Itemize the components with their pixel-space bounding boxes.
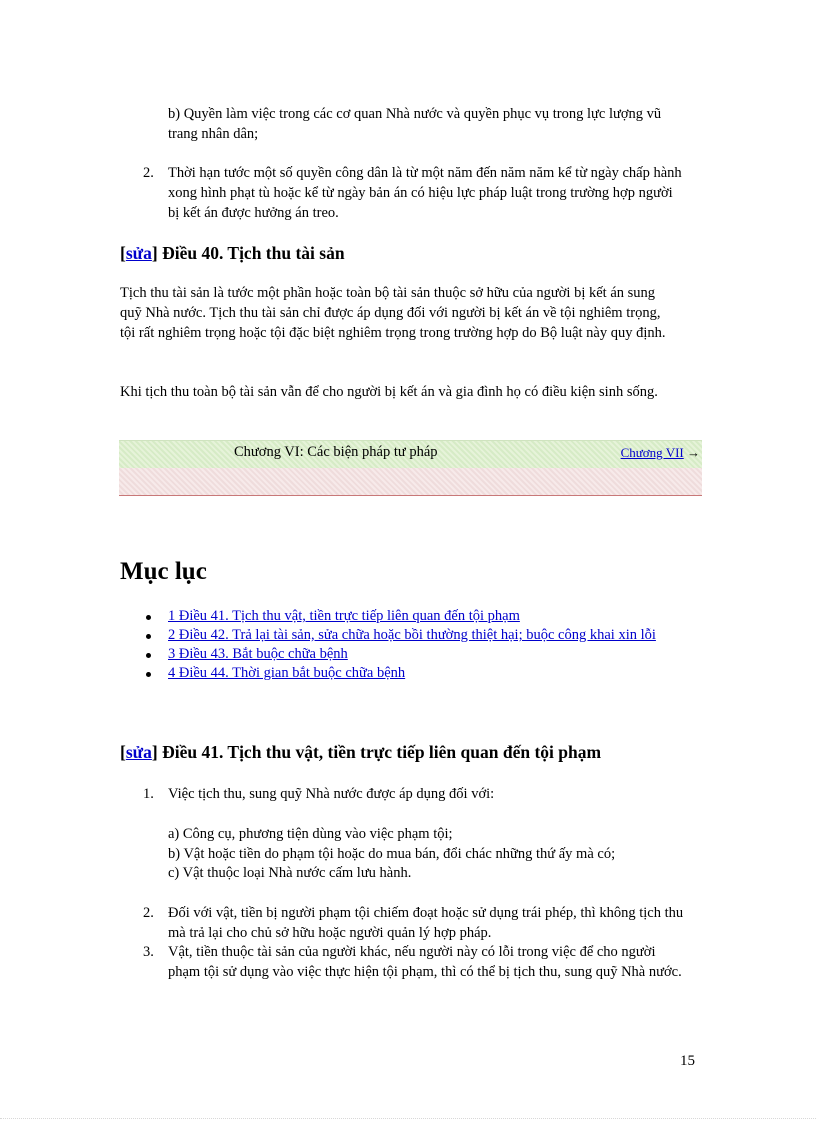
article-40-title: Điều 40. Tịch thu tài sản	[162, 243, 345, 263]
next-chapter[interactable]	[621, 445, 700, 461]
toc-link[interactable]: 1 Điều 41. Tịch thu vật, tiền trực tiếp liên quan đến tội phạm	[168, 608, 520, 624]
toc-item[interactable]	[168, 645, 698, 664]
bullet-icon	[146, 672, 151, 677]
edit-open-bracket: [	[120, 243, 126, 263]
list-item-third-party-property: Vật, tiền thuộc tài sản của người khác, nếu người này có lỗi trong việc để cho người phạm tội sử dụng vào việc thực hiện tội phạm, thì có thể bị tịch thu, sung quỹ Nhà nước.	[168, 944, 682, 980]
sub-item-c: c) Vật thuộc loại Nhà nước cấm lưu hành.	[168, 865, 412, 881]
toc-list	[168, 607, 698, 683]
article-41-title: Điều 41. Tịch thu vật, tiền trực tiếp liên quan đến tội phạm	[162, 742, 602, 762]
right-arrow-icon: →	[687, 445, 700, 460]
toc-item[interactable]	[168, 626, 698, 645]
list-number: 2.	[143, 165, 154, 181]
current-chapter-label: Chương VI: Các biện pháp tư pháp	[234, 444, 438, 460]
toc-link[interactable]: 2 Điều 42. Trả lại tài sản, sửa chữa hoặc bồi thường thiệt hại; buộc công khai xin lỗi	[168, 627, 656, 643]
chapter-navigation-row	[119, 440, 702, 468]
list-item-return-property: Đối với vật, tiền bị người phạm tội chiếm đoạt hoặc sử dụng trái phép, thì không tịch thu mà trả lại cho chủ sở hữu hoặc người quản lý hợp pháp.	[168, 905, 684, 941]
edit-close-bracket: ]	[151, 742, 158, 762]
article-40-heading	[120, 241, 710, 265]
sub-item-a: a) Công cụ, phương tiện dùng vào việc phạm tội;	[168, 826, 453, 842]
list-number: 1.	[143, 786, 154, 802]
edit-close-bracket: ]	[151, 243, 158, 263]
list-number: 3.	[143, 944, 154, 960]
edit-link-article-41[interactable]: sửa	[125, 742, 152, 762]
article-40-paragraph-1: Tịch thu tài sản là tước một phần hoặc toàn bộ tài sản thuộc sở hữu của người bị kết án sung quỹ Nhà nước. Tịch thu tài sản chỉ được áp dụng đối với người bị kết án về tội nghiêm trọng, tội rất nghiêm trọng hoặc tội đặc biệt nghiêm trọng trong trường hợp do Bộ luật này quy định.	[120, 285, 666, 341]
toc-link[interactable]: 4 Điều 44. Thời gian bắt buộc chữa bệnh	[168, 665, 406, 681]
article-40-paragraph-2: Khi tịch thu toàn bộ tài sản vẫn để cho người bị kết án và gia đình họ có điều kiện sinh sống.	[120, 384, 658, 400]
article-41-heading	[120, 740, 720, 764]
paragraph-b-rights: b) Quyền làm việc trong các cơ quan Nhà nước và quyền phục vụ trong lực lượng vũ trang nhân dân;	[168, 106, 662, 142]
list-item-confiscation-scope: Việc tịch thu, sung quỹ Nhà nước được áp dụng đối với:	[168, 786, 495, 802]
bullet-icon	[146, 653, 151, 658]
list-number: 2.	[143, 905, 154, 921]
page-number: 15	[680, 1053, 695, 1069]
toc-title: Mục lục	[120, 558, 207, 585]
list-item-duration: Thời hạn tước một số quyền công dân là từ một năm đến năm năm kể từ ngày chấp hành xong hình phạt tù hoặc kể từ ngày bản án có hiệu lực pháp luật trong trường hợp người bị kết án được hưởng án treo.	[168, 165, 682, 221]
toc-item[interactable]	[168, 664, 698, 683]
edit-link-article-40[interactable]: sửa	[125, 243, 152, 263]
chapter-navigation-footer-row	[119, 468, 702, 495]
edit-open-bracket: [	[120, 742, 126, 762]
bullet-icon	[146, 615, 151, 620]
toc-link[interactable]: 3 Điều 43. Bắt buộc chữa bệnh	[168, 646, 348, 662]
chapter-navigation-box	[119, 440, 702, 496]
toc-item[interactable]	[168, 607, 698, 626]
bullet-icon	[146, 634, 151, 639]
page-divider	[0, 1118, 816, 1119]
sub-item-b: b) Vật hoặc tiền do phạm tội hoặc do mua bán, đổi chác những thứ ấy mà có;	[168, 846, 616, 862]
next-chapter-link[interactable]: Chương VII	[620, 445, 684, 460]
